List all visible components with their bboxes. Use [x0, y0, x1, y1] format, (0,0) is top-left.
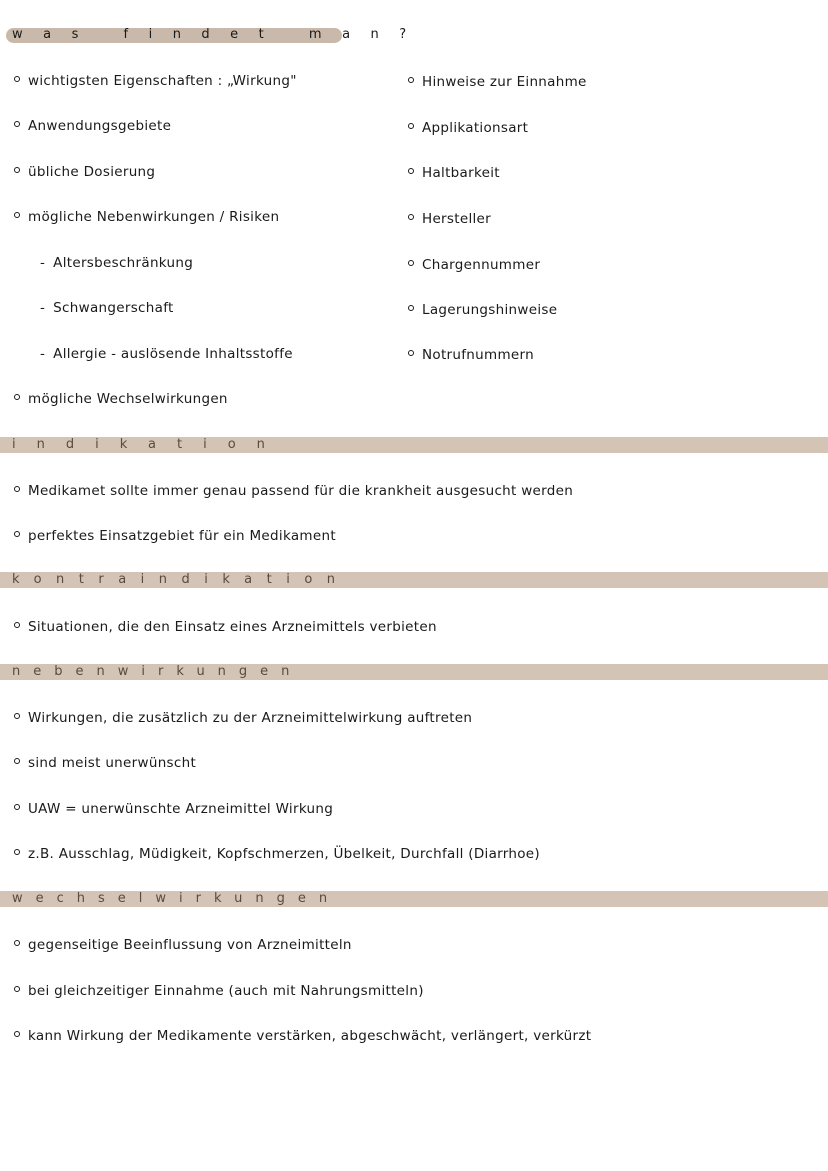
bullet-icon — [14, 167, 20, 173]
bullet-icon — [14, 849, 20, 855]
bullet-icon — [14, 486, 20, 492]
list-item: Applikationsart — [408, 119, 528, 137]
bullet-icon — [408, 214, 414, 220]
bullet-icon — [14, 622, 20, 628]
bullet-icon — [14, 940, 20, 946]
sub-list-item: - Allergie - auslösende Inhaltsstoffe — [40, 346, 293, 362]
section-heading-indikation: indikation — [12, 437, 286, 452]
sub-list-item: - Schwangerschaft — [40, 300, 174, 316]
list-item: Haltbarkeit — [408, 164, 500, 182]
dash-icon: - — [40, 255, 46, 271]
list-item: Situationen, die den Einsatz eines Arzneimittels verbieten — [14, 618, 437, 636]
section-heading-nebenwirkungen: nebenwirkungen — [12, 664, 303, 679]
list-item: gegenseitige Beeinflussung von Arzneimitteln — [14, 936, 352, 954]
section-heading-wechselwirkungen: wechselwirkungen — [12, 891, 341, 906]
list-item: Chargennummer — [408, 256, 540, 274]
list-item: perfektes Einsatzgebiet für ein Medikament — [14, 527, 336, 545]
list-item: Notrufnummern — [408, 346, 534, 364]
bullet-icon — [14, 212, 20, 218]
bullet-icon — [14, 394, 20, 400]
list-item: Anwendungsgebiete — [14, 117, 171, 135]
bullet-icon — [14, 121, 20, 127]
dash-icon: - — [40, 346, 46, 362]
sub-list-item: - Altersbeschränkung — [40, 255, 194, 271]
list-item: wichtigsten Eigenschaften : „Wirkung" — [14, 72, 297, 90]
bullet-icon — [14, 76, 20, 82]
bullet-icon — [408, 168, 414, 174]
bullet-icon — [14, 758, 20, 764]
list-item: bei gleichzeitiger Einnahme (auch mit Nahrungsmitteln) — [14, 982, 424, 1000]
list-item: kann Wirkung der Medikamente verstärken, abgeschwächt, verlängert, verkürzt — [14, 1027, 591, 1045]
list-item: übliche Dosierung — [14, 163, 155, 181]
dash-icon: - — [40, 300, 46, 316]
bullet-icon — [408, 77, 414, 83]
page-title: was findet man? — [12, 27, 427, 42]
list-item: Hinweise zur Einnahme — [408, 73, 587, 91]
list-item: z.B. Ausschlag, Müdigkeit, Kopfschmerzen, Übelkeit, Durchfall (Diarrhoe) — [14, 845, 540, 863]
section-heading-kontraindikation: kontraindikation — [12, 572, 350, 587]
list-item: sind meist unerwünscht — [14, 754, 196, 772]
bullet-icon — [408, 350, 414, 356]
bullet-icon — [14, 1031, 20, 1037]
bullet-icon — [408, 305, 414, 311]
bullet-icon — [408, 260, 414, 266]
list-item: Hersteller — [408, 210, 491, 228]
bullet-icon — [14, 986, 20, 992]
list-item: Lagerungshinweise — [408, 301, 557, 319]
list-item: UAW = unerwünschte Arzneimittel Wirkung — [14, 800, 333, 818]
list-item: Medikamet sollte immer genau passend für die krankheit ausgesucht werden — [14, 482, 573, 500]
list-item: Wirkungen, die zusätzlich zu der Arzneimittelwirkung auftreten — [14, 709, 472, 727]
bullet-icon — [14, 804, 20, 810]
bullet-icon — [14, 713, 20, 719]
bullet-icon — [14, 531, 20, 537]
bullet-icon — [408, 123, 414, 129]
list-item: mögliche Wechselwirkungen — [14, 390, 228, 408]
list-item: mögliche Nebenwirkungen / Risiken — [14, 208, 279, 226]
